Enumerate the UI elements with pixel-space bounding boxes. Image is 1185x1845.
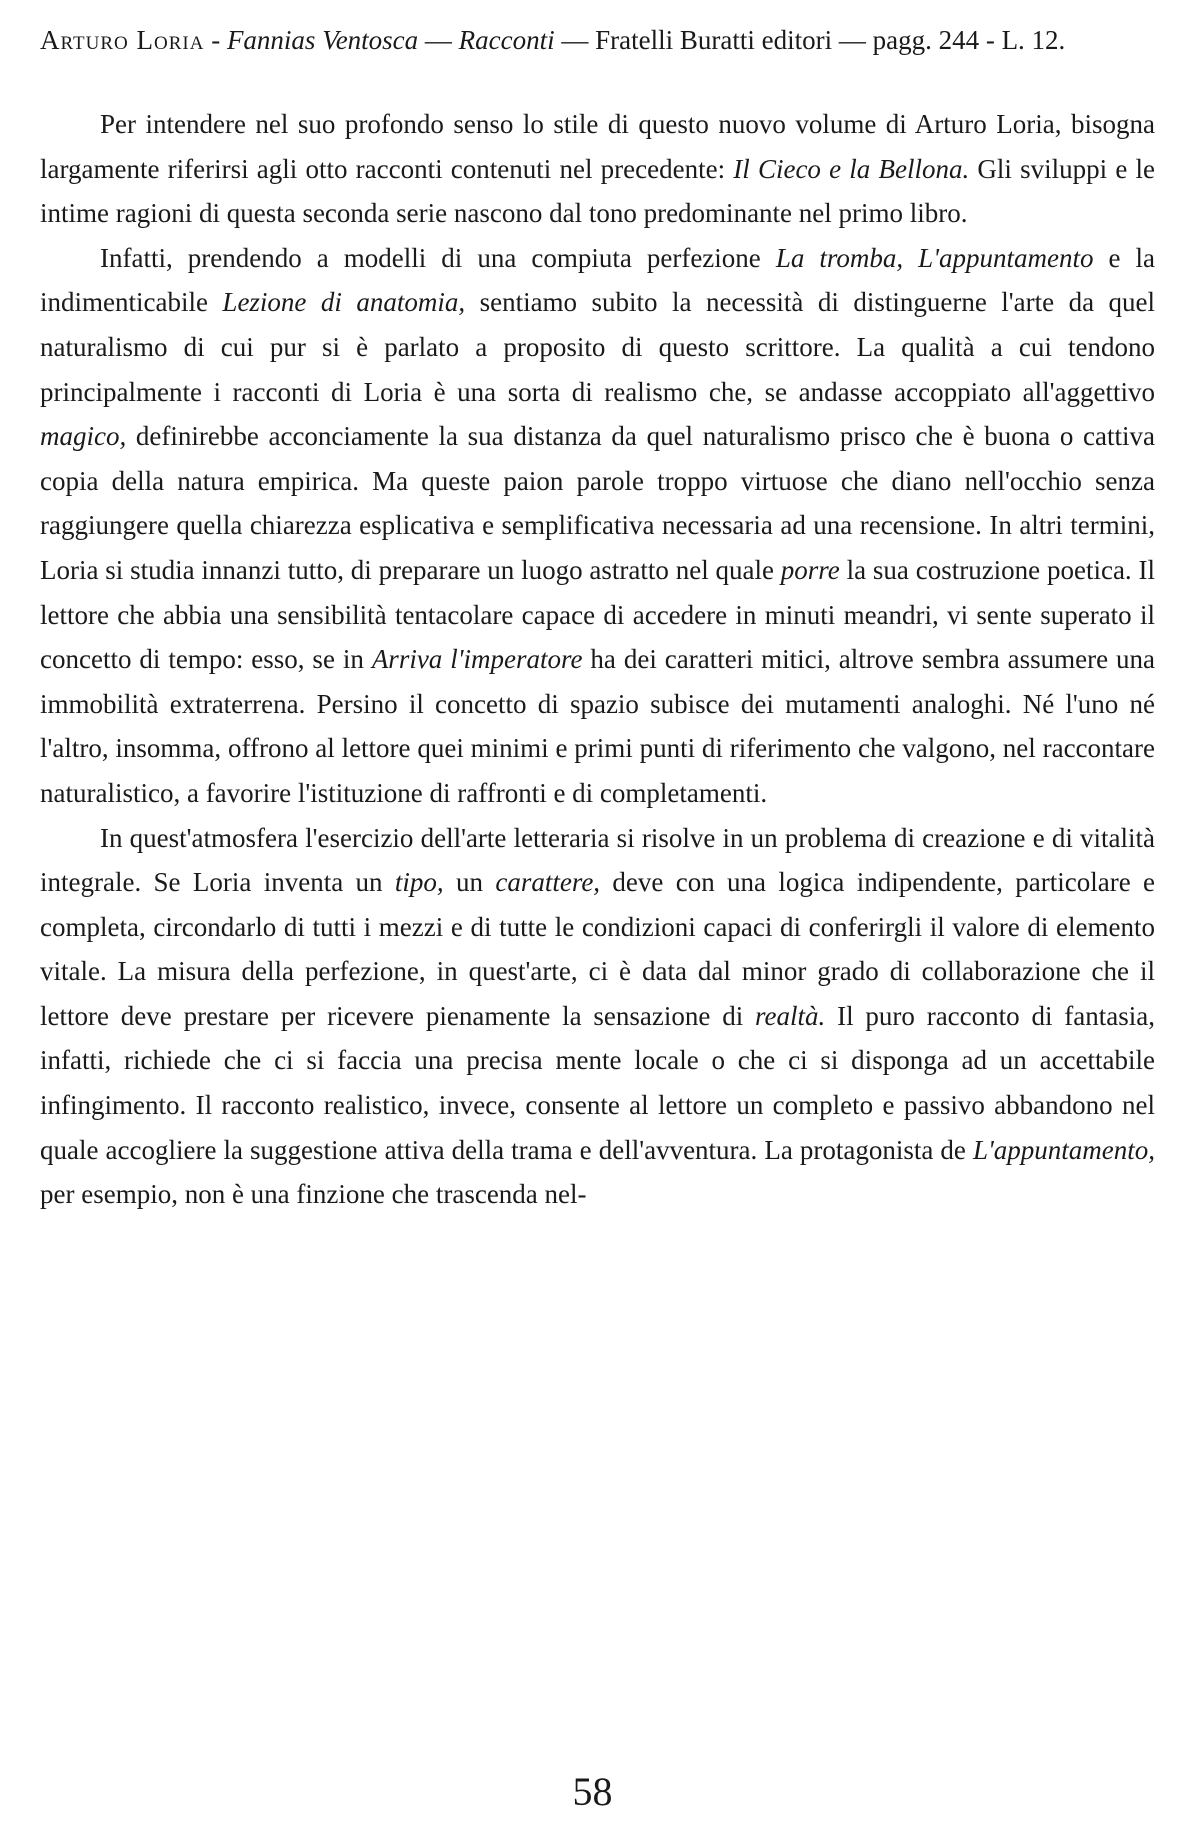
citation-publisher: — Fratelli Buratti editori — pagg. 244 - L. 12. [554, 25, 1066, 55]
book-citation [40, 18, 1155, 62]
paragraph-text [903, 243, 918, 273]
paragraph-text: un [443, 867, 496, 898]
paragraph-text: ha dei caratteri mitici, altrove sembra assumere una immobilità extraterrena. Persino il concetto di spazio subisce dei mutamenti analoghi. Né l'uno né l'altro, insomma, offrono al lettore quei minimi e primi punti di riferimento che valgono, nel raccontare naturalistico, a favorire l'istituzione di raffronti e di completamenti. [40, 644, 1155, 808]
paragraph-text: sentiamo subito la necessità di distinguerne l'arte da quel naturalismo di cui pur si è parlato a proposito di questo scrittore. La qualità a cui tendono principalmente i racconti di Loria è una sorta di realismo che, se andasse accoppiato all'aggettivo [40, 287, 1156, 407]
page-number: 58 [572, 1769, 613, 1814]
paragraph-text: per esempio, non è una finzione che trascenda nel- [40, 1179, 587, 1210]
italic-title: Il Cieco e la Bellona. [733, 153, 970, 184]
citation-separator: — [418, 25, 459, 55]
italic-word: porre [780, 554, 840, 585]
paragraph-text: Infatti, prendendo a modelli di una compiuta perfezione [100, 242, 776, 273]
italic-word: tipo, [394, 867, 444, 898]
paragraph-text: Il puro racconto di fantasia, infatti, richiede che ci si faccia una precisa mente locale o che ci si disponga ad un accettabile infingimento. Il racconto realistico, invece, consente al lettore un completo e passivo abbandono nel quale accogliere la suggestione attiva della trama e dell'avventura. La protagonista de [40, 1000, 1155, 1165]
paragraph-text: Per intendere nel suo profondo senso lo stile di questo nuovo volume di Arturo Loria, bisogna largamente riferirsi agli otto racconti contenuti nel precedente: [40, 109, 1155, 184]
review-page [40, 18, 1155, 1217]
citation-title: Fannias Ventosca [226, 25, 419, 55]
italic-title: L'appuntamento, [972, 1134, 1155, 1165]
paragraph-text: definirebbe acconciamente la sua distanza da quel naturalismo prisco che è buona o cattiva copia della natura empirica. Ma queste paion parole troppo virtuose che diano nell'occhio senza raggiungere quella chiarezza esplicativa e semplificativa necessaria ad una recensione. In altri termini, Loria si studia innanzi tutto, di preparare un luogo astratto nel quale [40, 421, 1155, 585]
italic-word: magico, [40, 421, 127, 452]
italic-word: carattere, [495, 867, 601, 898]
italic-title: L'appuntamento [918, 242, 1094, 273]
italic-title: La tromba, [775, 242, 904, 273]
paragraph-text: In quest'atmosfera l'esercizio dell'arte letteraria si risolve in un problema di creazione e di vitalità integrale. Se Loria inventa un [40, 822, 1155, 898]
italic-title: Lezione di anatomia, [222, 287, 466, 318]
paragraph-2 [40, 236, 1155, 816]
paragraph-text: e la indimenticabile [40, 242, 1155, 318]
paragraph-text: la sua costruzione poetica. Il lettore che abbia una sensibilità tentacolare capace di accedere in minuti meandri, vi sente superato il concetto di tempo: esso, se in [40, 554, 1155, 675]
paragraph-3 [40, 816, 1155, 1217]
paragraph-1 [40, 102, 1155, 236]
citation-author: Arturo Loria [40, 25, 205, 55]
italic-title: Arriva l'imperatore [371, 644, 583, 675]
paragraph-text: Gli sviluppi e le intime ragioni di questa seconda serie nascono dal tono predominante nel primo libro. [40, 153, 1155, 229]
italic-word: realtà. [755, 1000, 826, 1031]
citation-separator: - [204, 25, 227, 55]
paragraph-text: deve con una logica indipendente, particolare e completa, circondarlo di tutti i mezzi e di tutte le condizioni capaci di conferirgli il valore di elemento vitale. La misura della perfezione, in quest'arte, ci è data dal minor grado di collaborazione che il lettore deve prestare per ricevere pienamente la sensazione di [40, 867, 1156, 1031]
citation-genre: Racconti [458, 25, 555, 55]
